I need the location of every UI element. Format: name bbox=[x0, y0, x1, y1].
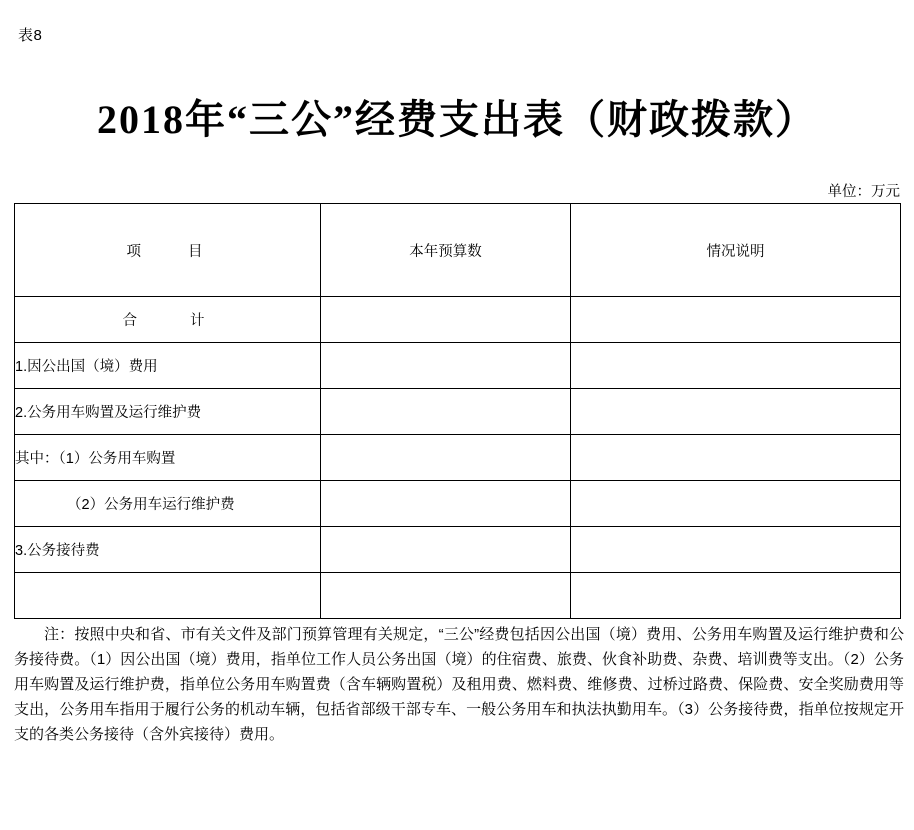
row-amount-overseas[interactable] bbox=[321, 343, 571, 389]
row-label-vehicle: 2.公务用车购置及运行维护费 bbox=[15, 389, 321, 435]
table-row bbox=[15, 389, 901, 435]
header-cell-item: 项 目 bbox=[15, 204, 321, 297]
row-note-vehicle[interactable] bbox=[571, 389, 901, 435]
table-footnote: 注：按照中央和省、市有关文件及部门预算管理有关规定，“三公”经费包括因公出国（境）费用、公务用车购置及运行维护费和公务接待费。（1）因公出国（境）费用，指单位工作人员公务出国（境）的住宿费、旅费、伙食补助费、杂费、培训费等支出。（2）公务用车购置及运行维护费，指单位公务用车购置费（含车辆购置税）及租用费、燃料费、维修费、过桥过路费、保险费、安全奖励费用等支出，公务用车指用于履行公务的机动车辆，包括省部级干部专车、一般公务用车和执法执勤用车。（3）公务接待费，指单位按规定开支的各类公务接待（含外宾接待）费用。 bbox=[14, 626, 904, 743]
row-note-overseas[interactable] bbox=[571, 343, 901, 389]
table-row bbox=[15, 297, 901, 343]
row-amount-vehicle-maintenance[interactable] bbox=[321, 481, 571, 527]
row-amount-vehicle[interactable] bbox=[321, 389, 571, 435]
header-cell-budget: 本年预算数 bbox=[321, 204, 571, 297]
table-row bbox=[15, 343, 901, 389]
row-note-total[interactable] bbox=[571, 297, 901, 343]
row-amount-vehicle-purchase[interactable] bbox=[321, 435, 571, 481]
table-row bbox=[15, 481, 901, 527]
row-label-empty bbox=[15, 573, 321, 619]
table-row bbox=[15, 527, 901, 573]
row-note-reception[interactable] bbox=[571, 527, 901, 573]
page-title: 2018年“三公”经费支出表（财政拨款） bbox=[97, 97, 817, 142]
row-label-vehicle-purchase: 其中：（1）公务用车购置 bbox=[15, 435, 321, 481]
table-row bbox=[15, 435, 901, 481]
row-label-reception: 3.公务接待费 bbox=[15, 527, 321, 573]
form-code: 表8 bbox=[18, 27, 43, 44]
row-amount-total[interactable] bbox=[321, 297, 571, 343]
table-header-row bbox=[15, 204, 901, 297]
row-amount-reception[interactable] bbox=[321, 527, 571, 573]
row-label-total: 合 计 bbox=[15, 297, 321, 343]
unit-note: 单位：万元 bbox=[827, 184, 900, 200]
row-note-vehicle-purchase[interactable] bbox=[571, 435, 901, 481]
header-cell-note: 情况说明 bbox=[571, 204, 901, 297]
row-note-vehicle-maintenance[interactable] bbox=[571, 481, 901, 527]
row-amount-empty[interactable] bbox=[321, 573, 571, 619]
row-label-overseas: 1.因公出国（境）费用 bbox=[15, 343, 321, 389]
row-note-empty[interactable] bbox=[571, 573, 901, 619]
row-label-vehicle-maintenance: （2）公务用车运行维护费 bbox=[15, 481, 321, 527]
budget-table bbox=[14, 203, 901, 619]
table-row bbox=[15, 573, 901, 619]
